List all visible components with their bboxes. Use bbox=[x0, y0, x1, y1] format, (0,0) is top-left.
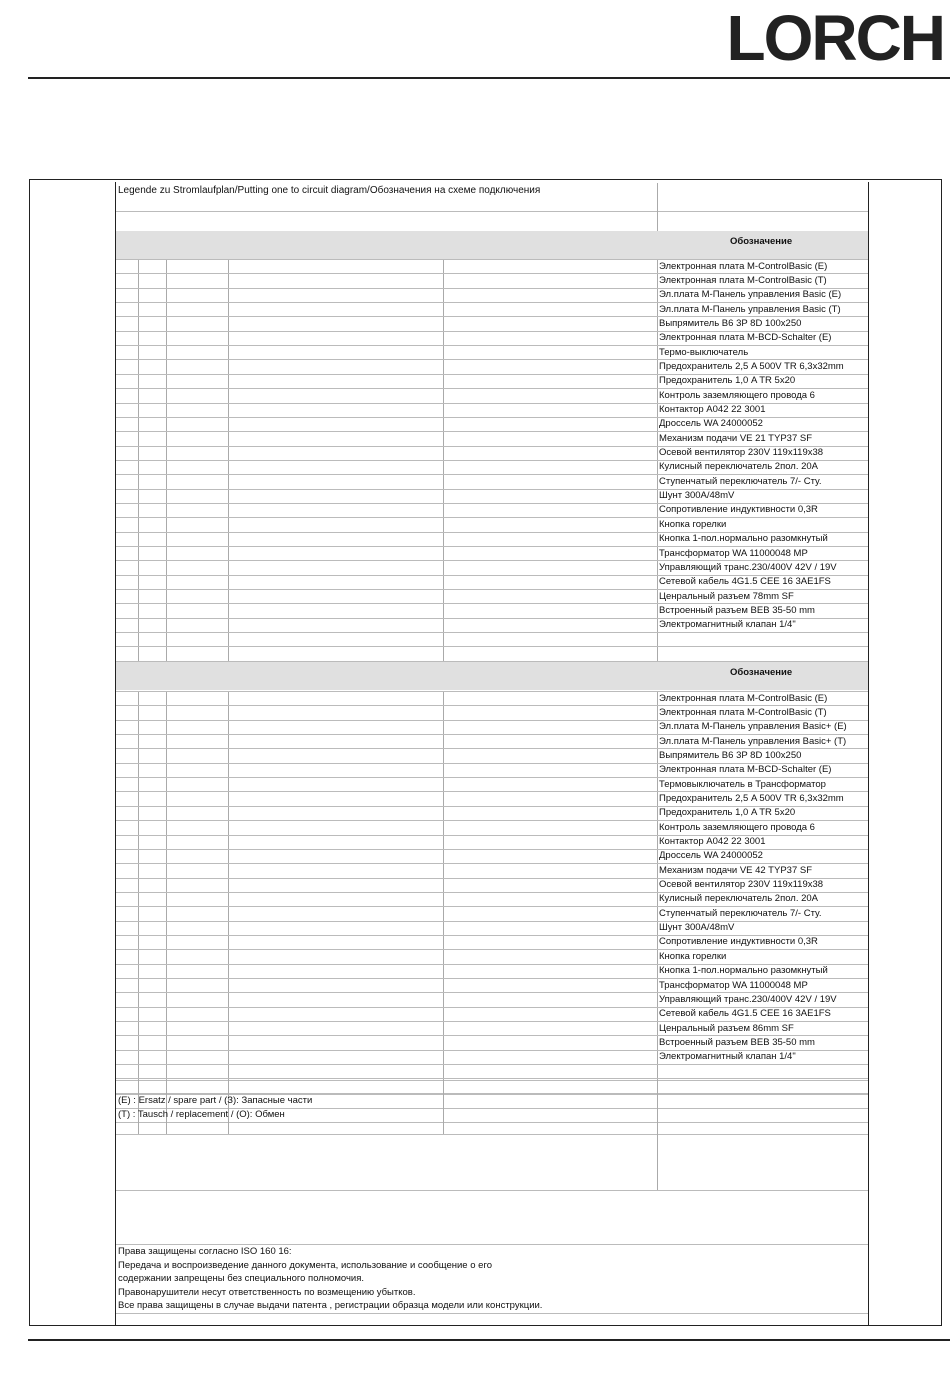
table-row: Шунт 300A/48mV bbox=[659, 490, 735, 502]
table-row: Кулисный переключатель 2пол. 20A bbox=[659, 893, 819, 905]
grid-line bbox=[138, 1080, 139, 1134]
table-row: Предохранитель 1,0 A TR 5x20 bbox=[659, 375, 796, 387]
table-row: Встроенный разъем BEB 35-50 mm bbox=[659, 604, 815, 616]
table-row: Дроссель WA 24000052 bbox=[659, 850, 763, 862]
grid-line bbox=[657, 1134, 658, 1190]
section1-header: Обозначение bbox=[730, 236, 793, 247]
grid-line bbox=[116, 1190, 868, 1191]
grid-line bbox=[228, 1080, 229, 1134]
title-divider bbox=[116, 211, 868, 212]
table-row: Ценральный разъем 78mm SF bbox=[659, 590, 794, 602]
table-row: Механизм подачи VE 42 TYP37 SF bbox=[659, 864, 813, 876]
table-row: Кнопка горелки bbox=[659, 518, 727, 530]
table-row: Предохранитель 1,0 A TR 5x20 bbox=[659, 807, 796, 819]
table-row: Дроссель WA 24000052 bbox=[659, 418, 763, 430]
table-row: Предохранитель 2,5 A 500V TR 6,3x32mm bbox=[659, 792, 844, 804]
grid-line bbox=[116, 1244, 868, 1245]
grid-line bbox=[116, 1313, 868, 1314]
table-row: Электронная плата M-BCD-Schalter (E) bbox=[659, 332, 832, 344]
table-row: Встроенный разъем BEB 35-50 mm bbox=[659, 1036, 815, 1048]
grid-line bbox=[116, 517, 868, 518]
table-row: Электромагнитный клапан 1/4" bbox=[659, 619, 796, 631]
table-row: Кулисный переключатель 2пол. 20A bbox=[659, 461, 819, 473]
table-row: Механизм подачи VE 21 TYP37 SF bbox=[659, 432, 813, 444]
table-row: Кнопка горелки bbox=[659, 950, 727, 962]
table-row: Электронная плата M-ControlBasic (T) bbox=[659, 706, 827, 718]
table-row: Кнопка 1-пол.нормально разомкнутый bbox=[659, 533, 828, 545]
table-row: Шунт 300A/48mV bbox=[659, 922, 735, 934]
grid-line bbox=[116, 489, 868, 490]
grid-line bbox=[116, 1064, 868, 1065]
note-tausch: (T) : Tausch / replacement / (O): Обмен bbox=[118, 1109, 285, 1120]
lorch-logo: LORCH bbox=[726, 2, 944, 74]
table-row: Ценральный разъем 86mm SF bbox=[659, 1022, 794, 1034]
table-row: Эл.плата M-Панель управления Basic (E) bbox=[659, 289, 842, 301]
header-rule bbox=[28, 77, 950, 79]
table-row: Контактор A042 22 3001 bbox=[659, 404, 766, 415]
rights-line: Передача и воспроизведение данного документа, использование и сообщение о его bbox=[118, 1259, 492, 1271]
legend-title: Legende zu Stromlaufplan/Putting one to circuit diagram/Обозначения на схеме подключения bbox=[118, 185, 541, 196]
table-row: Электронная плата M-ControlBasic (E) bbox=[659, 260, 828, 272]
table-row: Осевой вентилятор 230V 119x119x38 bbox=[659, 879, 824, 891]
table-row: Электромагнитный клапан 1/4" bbox=[659, 1051, 796, 1063]
grid-line bbox=[116, 921, 868, 922]
grid-line bbox=[116, 345, 868, 346]
table-row: Сопротивление индуктивности 0,3R bbox=[659, 504, 818, 516]
grid-line bbox=[657, 1080, 658, 1134]
table-row: Управляющий транс.230/400V 42V / 19V bbox=[659, 993, 837, 1005]
table-row: Электронная плата M-ControlBasic (E) bbox=[659, 692, 828, 704]
section2-header: Обозначение bbox=[730, 667, 793, 678]
rights-line: Права защищены согласно ISO 160 16: bbox=[118, 1246, 292, 1257]
table-row: Эл.плата M-Панель управления Basic+ (E) bbox=[659, 721, 847, 733]
table-row: Выпрямитель B6 3P 8D 100x250 bbox=[659, 749, 802, 761]
table-row: Осевой вентилятор 230V 119x119x38 bbox=[659, 447, 824, 459]
table-row: Контроль заземляющего провода 6 bbox=[659, 389, 815, 401]
table-row: Эл.плата M-Панель управления Basic (T) bbox=[659, 303, 841, 315]
grid-line bbox=[443, 1080, 444, 1134]
grid-line bbox=[116, 949, 868, 950]
table-row: Управляющий транс.230/400V 42V / 19V bbox=[659, 561, 837, 573]
table-row: Термовыключатель в Трансформатор bbox=[659, 778, 826, 790]
table-row: Сетевой кабель 4G1.5 CEE 16 3AE1FS bbox=[659, 576, 831, 588]
table-row: Кнопка 1-пол.нормально разомкнутый bbox=[659, 965, 828, 977]
grid-line bbox=[116, 1134, 868, 1135]
title-col-divider bbox=[657, 183, 658, 231]
table-row: Выпрямитель B6 3P 8D 100x250 bbox=[659, 317, 802, 329]
rights-line: Правонарушители несут ответственность по возмещению убытков. bbox=[118, 1286, 416, 1298]
table-row: Трансформатор WA 11000048 MP bbox=[659, 979, 808, 991]
rights-line: Все права защищены в случае выдачи патента , регистрации образца модели или конструкции. bbox=[118, 1300, 543, 1312]
table-row: Сопротивление индуктивности 0,3R bbox=[659, 936, 818, 948]
table-row: Термо-выключатель bbox=[659, 346, 749, 358]
note-ersatz: (E) : Ersatz / spare part / (З): Запасные части bbox=[118, 1095, 313, 1106]
rights-line: содержании запрещены без специального полномочия. bbox=[118, 1273, 364, 1285]
table-row: Электронная плата M-BCD-Schalter (E) bbox=[659, 764, 832, 776]
table-row: Сетевой кабель 4G1.5 CEE 16 3AE1FS bbox=[659, 1008, 831, 1020]
table-row: Контроль заземляющего провода 6 bbox=[659, 821, 815, 833]
table-row: Контактор A042 22 3001 bbox=[659, 836, 766, 847]
grid-line bbox=[116, 632, 868, 633]
table-row: Электронная плата M-ControlBasic (T) bbox=[659, 274, 827, 286]
table-row: Ступенчатый переключатель 7/- Сту. bbox=[659, 475, 822, 487]
grid-line bbox=[116, 646, 868, 647]
grid-line bbox=[166, 1080, 167, 1134]
footer-rule bbox=[28, 1339, 950, 1341]
table-row: Эл.плата M-Панель управления Basic+ (T) bbox=[659, 735, 847, 747]
table-row: Предохранитель 2,5 A 500V TR 6,3x32mm bbox=[659, 360, 844, 372]
table-row: Трансформатор WA 11000048 MP bbox=[659, 547, 808, 559]
table-row: Ступенчатый переключатель 7/- Сту. bbox=[659, 907, 822, 919]
